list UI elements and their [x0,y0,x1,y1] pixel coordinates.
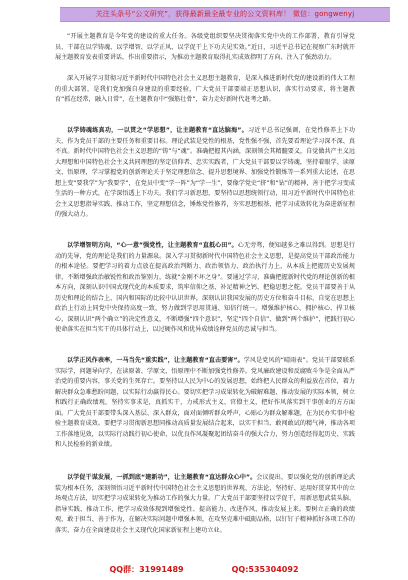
paragraph-6 [55,473,355,547]
paragraph-2 [55,74,355,126]
paragraph-5 [55,356,355,473]
paragraph-text: 会议提出，要以强化党的创新理论武装为根本任务，深刻领悟习近平新时代中国特色社会主义思想的世界观、方法论，坚持好、运用好贯穿其中的立场观点方法，切实把学习成果转化为推动工作的强大力量。广大党员干部要坚持以学促干，用新思想武装头脑、指导实践、推动工作，把学习成效体现到增强党性、提高能力、改进作风、推动发展上来。要树立正确的政绩观，敢于担当、善于作为，在解决实际问题中增强本领，在攻坚克难中砥砺品格，以钉钉子精神抓好各项工作的落实，奋力在全面建设社会主义现代化国家新征程上建功立业。 [55,474,355,534]
paragraph-3 [55,126,355,241]
top-banner [60,7,390,22]
document-body [55,32,355,547]
paragraph-4 [55,241,355,356]
section-heading: 以学正风作表率，一马当先“重实践”，让主题教育“直击要害”。 [67,357,244,364]
qq-text: QQ:535304092 [231,564,299,574]
paragraph-text: “开展主题教育是今年党的建设的重大任务。各级党组织要坚决贯彻落实党中央的工作部署，教育引导党员、干部在以学铸魂、以学增智、以学正风、以学促干上下功夫见实效。”近日，习近平总书记在视察广东时就开展主题教育发表重要讲话，作出重要指示，为推动主题教育取得扎实成效指明了方向、注入了强劲动力。 [55,33,355,61]
paragraph-text: 深入开展学习贯彻习近平新时代中国特色社会主义思想主题教育，是深入推进新时代党的建设新的伟大工程的重大部署，是我们党加强自身建设的重要经验，广大党员干部要端正思想认识，落实行动要求，将主题教育“抓在经常，融入日常”，在主题教育中“强筋壮骨”，奋力走好新时代赶考之路。 [55,75,355,103]
paragraph-1 [55,32,355,74]
section-heading: 以学铸魂练真功，一以贯之“学思想”，让主题教育“直达脑海”。 [67,127,248,134]
paragraph-text: 习近平总书记强调，在党性修养上下功夫，作为党员干部的主要任务和重要目标。理论武装是党性的根基，党性强不强，首先要看理论学习深不深、真不真。新时代中国特色社会主义思想的“铸”与“魂”。准确把握其内涵，深刻领会其精髓要义，自觉做共产主义远大理想和中国特色社会主义共同理想的坚定信仰者、忠实实践者，广大党员干部要以学铸魂，坚持着眼学、读原文、悟原理，学习掌握党的创新理论关于坚定理想信念、提升思想境界、加强党性锻炼等一系列重大论述，在思想上变“要我学”为“我要学”，在党员中变“学一阵”为“学一生”，要像学党史“挤”和“钻”的精神，善于把学习变成生活的一种方式，在学深悟透上下功夫。我们学习新思想，要坚持以思想统领行动，用习近平新时代中国特色社会主义思想指导实践、推动工作，坚定理想信念，锤炼党性修养，夯实思想根基，把学习成效转化为奋进新征程的强大动力。 [55,127,355,218]
section-heading: 以学促干谋发展，一抓到底“建新功”，让主题教育“直达群众心中”。 [67,474,257,481]
banner-text: 关注头条号“公文研究”，获得最新最全最专业的公文资料库！ 微信：gongwenyj [95,10,355,18]
footer-contact [0,558,408,580]
paragraph-text: 心无旁骛，便知越多之难以得到。思想是行动的先导，党的理论是我们的力量源泉。深入学习贯彻新时代中国特色社会主义思想，是提高党员干部政治能力的根本途径。要把学习的着力点放在提高政治判断力、政治领悟力、政治执行力上，从本质上把握历史发展规律，不断增强政治敏锐性和政治鉴别力，练就“金刚不坏之身”。要通过学习，准确把握新时代党的理论创新的根本方向，深刻认识中国式现代化的本质要求，筑牢信仰之基、补足精神之钙、把稳思想之舵。党员干部要善于从历史和理论的结合上、国内和国际的比较中认识世界，深刻认识我国发展的历史方位和奋斗目标，自觉在思想上政治上行动上同党中央保持高度一致，努力做到学思用贯通、知信行统一。增强维护核心、拥护核心、捍卫核心，深刻认识“两个确立”的决定性意义，不断增强“四个意识”、坚定“四个自信”、做到“两个维护”，把践行初心使命落实在担当实干的具体行动上，以过硬作风和优异成绩诠释党员的忠诚与担当。 [55,242,355,333]
paragraph-text: 学风是党风的“晴雨表”。党员干部要联系实际学，问题导向学，在读原著、学原文、悟原理中不断加强党性修养。党风廉政建设和反腐败斗争是全面从严治党的重要内容，事关党的生死存亡。要坚持以人民为中心的发展思想，始终把人民群众的利益放在首位，着力解决群众急难愁盼问题，以实际行动赢得民心。要切实把学习成果转化为破解难题、推动发展的实际本领，树立和践行正确政绩观，坚持实事求是，真抓实干，力戒形式主义、官僚主义，把好作风落实到干事创业的方方面面。广大党员干部要带头深入基层、深入群众，面对面倾听群众呼声，心贴心为群众解难题，在为民办实事中检验主题教育成效。要把学习贯彻新思想同推动高质量发展结合起来，以实干担当、敢闯敢试的精气神，推动各项工作落地见效，以实际行动践行初心使命，以优良作风凝聚起团结奋斗的强大合力，努力创造经得起历史、实践和人民检验的新业绩。 [55,357,355,448]
qq-group-text: QQ群：31991489 [109,564,184,574]
section-heading: 以学增智明方向，“心一意”强党性，让主题教育“直抵心田”。 [67,242,238,249]
